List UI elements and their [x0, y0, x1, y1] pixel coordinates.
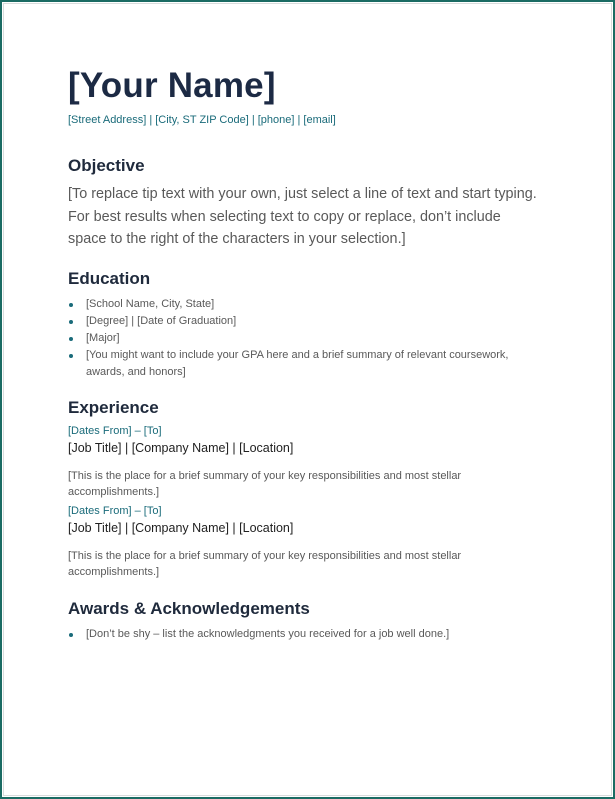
- bullet-icon: [69, 354, 73, 358]
- education-item[interactable]: [68, 313, 538, 330]
- job-title-line[interactable]: [Job Title] | [Company Name] | [Location]: [68, 520, 294, 535]
- education-item[interactable]: [68, 330, 538, 347]
- bullet-icon: [69, 337, 73, 341]
- objective-text[interactable]: [To replace tip text with your own, just select a line of text and start typing. For best results when selecting text to copy or replace, don’t include space to the right of the characters in your selection.]: [68, 186, 537, 247]
- education-heading: Education: [68, 268, 151, 288]
- bullet-icon: [69, 633, 73, 637]
- education-item-text: [School Name, City, State]: [86, 297, 215, 310]
- awards-list: [68, 626, 538, 643]
- awards-item[interactable]: [68, 626, 538, 643]
- resume-content: [68, 62, 538, 643]
- education-list: [68, 296, 538, 381]
- job-dates[interactable]: [Dates From] – [To]: [68, 504, 162, 517]
- awards-heading: Awards & Acknowledgements: [68, 598, 310, 618]
- job-title-line[interactable]: [Job Title] | [Company Name] | [Location]: [68, 440, 294, 455]
- education-item-text: [You might want to include your GPA here and a brief summary of relevant coursework, awards, and honors]: [86, 348, 509, 378]
- job-summary[interactable]: [This is the place for a brief summary of your key responsibilities and most stellar accomplishments.]: [68, 549, 462, 578]
- awards-item-text: [Don’t be shy – list the acknowledgments you received for a job well done.]: [86, 627, 450, 640]
- job-summary[interactable]: [This is the place for a brief summary of your key responsibilities and most stellar accomplishments.]: [68, 469, 462, 498]
- bullet-icon: [69, 320, 73, 324]
- education-item-text: [Major]: [86, 331, 120, 344]
- bullet-icon: [69, 303, 73, 307]
- contact-line[interactable]: [Street Address] | [City, ST ZIP Code] | [phone] | [email]: [68, 114, 336, 126]
- experience-heading: Experience: [68, 397, 159, 417]
- job-dates[interactable]: [Dates From] – [To]: [68, 424, 162, 437]
- education-item-text: [Degree] | [Date of Graduation]: [86, 314, 237, 327]
- resume-name[interactable]: [Your Name]: [68, 66, 276, 105]
- objective-heading: Objective: [68, 156, 145, 175]
- education-item[interactable]: [68, 296, 538, 313]
- education-item[interactable]: [68, 347, 538, 381]
